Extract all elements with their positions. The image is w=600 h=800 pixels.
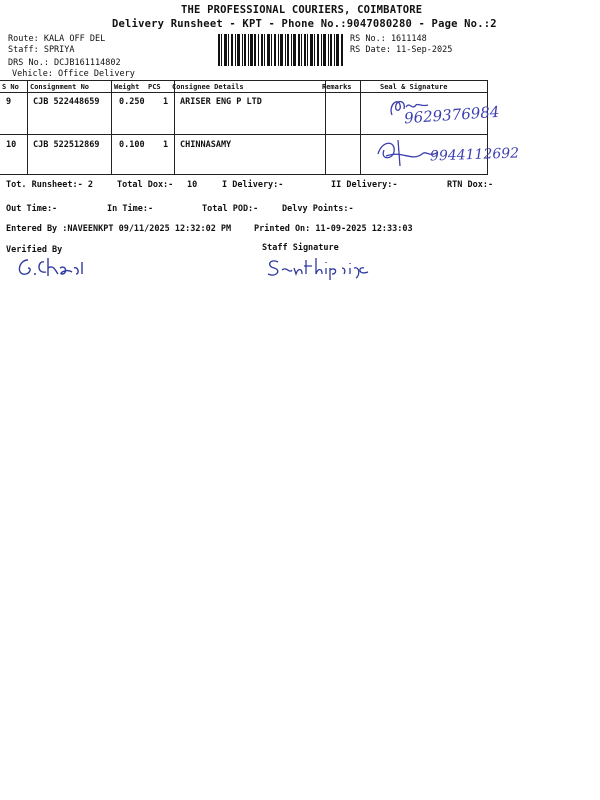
total-dox-label: Total Dox:- xyxy=(117,180,174,190)
in-time: In Time:- xyxy=(107,204,154,214)
row1-pcs: 1 xyxy=(163,97,169,107)
row2-pcs: 1 xyxy=(163,140,169,150)
table-header-border xyxy=(0,92,488,93)
row1-sno: 9 xyxy=(6,97,12,107)
header-consignment: Consignment No xyxy=(30,83,90,91)
printed-on: Printed On: 11-09-2025 12:33:03 xyxy=(254,224,413,234)
col-divider-remarks xyxy=(360,80,361,174)
delvy-points: Delvy Points:- xyxy=(282,204,354,214)
header-remarks: Remarks xyxy=(322,83,352,91)
row1-handwritten-phone: 9629376984 xyxy=(403,102,500,128)
i-delivery: I Delivery:- xyxy=(222,180,284,190)
total-dox-value: 10 xyxy=(187,180,198,190)
drs-label: DRS No.: DCJB161114802 xyxy=(8,58,121,68)
row1-consignee: ARISER ENG P LTD xyxy=(180,97,262,107)
header-seal-signature: Seal & Signature xyxy=(380,83,448,91)
verified-by-label: Verified By xyxy=(6,245,63,255)
staff-signature-label: Staff Signature xyxy=(262,243,339,253)
verified-signature-image xyxy=(14,254,114,280)
company-title: THE PROFESSIONAL COURIERS, COIMBATORE xyxy=(181,4,423,16)
route-label: Route: KALA OFF DEL xyxy=(8,34,106,44)
row2-handwritten-phone: 9944112692 xyxy=(429,145,520,165)
header-sno: S No xyxy=(2,83,19,91)
header-consignee: Consignee Details xyxy=(172,83,244,91)
vehicle-label: Vehicle: Office Delivery xyxy=(12,69,135,79)
col-divider-consignee xyxy=(325,80,326,174)
row2-sno: 10 xyxy=(6,140,17,150)
col-divider-sno xyxy=(27,80,28,174)
table-bottom-border xyxy=(0,174,488,175)
staff-signature-image xyxy=(264,254,388,280)
header-pcs: PCS xyxy=(148,83,161,91)
barcode-image xyxy=(218,34,344,66)
row2-consignee: CHINNASAMY xyxy=(180,140,232,150)
ii-delivery: II Delivery:- xyxy=(331,180,398,190)
row1-weight: 0.250 xyxy=(119,97,145,107)
col-divider-cons xyxy=(111,80,112,174)
table-top-border xyxy=(0,80,488,81)
out-time: Out Time:- xyxy=(6,204,58,214)
rs-number: RS No.: 1611148 xyxy=(350,34,427,44)
header-weight: Weight xyxy=(114,83,140,91)
entered-by: Entered By :NAVEENKPT 09/11/2025 12:32:02 PM xyxy=(6,224,232,234)
runsheet-subtitle: Delivery Runsheet - KPT - Phone No.:9047080280 - Page No.:2 xyxy=(112,18,497,30)
rs-date: RS Date: 11-Sep-2025 xyxy=(350,45,453,55)
staff-label: Staff: SPRIYA xyxy=(8,45,75,55)
row-divider xyxy=(0,134,488,135)
total-pod: Total POD:- xyxy=(202,204,259,214)
rtn-dox: RTN Dox:- xyxy=(447,180,494,190)
tot-runsheet: Tot. Runsheet:- 2 xyxy=(6,180,93,190)
row2-consignment: CJB 522512869 xyxy=(33,140,100,150)
row1-consignment: CJB 522448659 xyxy=(33,97,100,107)
col-divider-pcs xyxy=(174,80,175,174)
row2-weight: 0.100 xyxy=(119,140,145,150)
